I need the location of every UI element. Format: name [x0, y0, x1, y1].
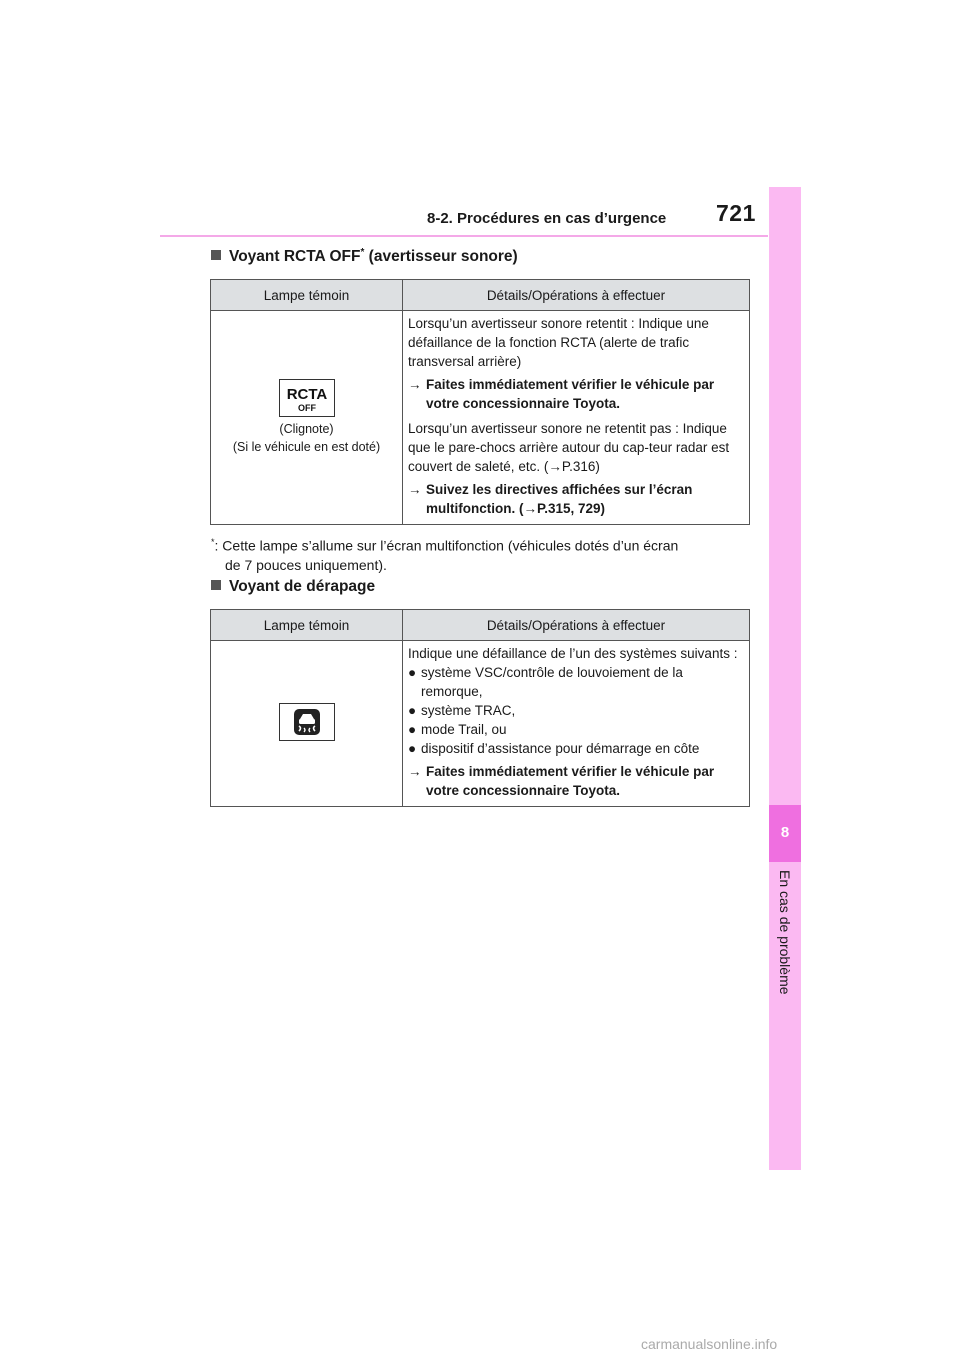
- details-paragraph: Lorsqu’un avertisseur sonore retentit : Indique une défaillance de la fonction RCTA (alerte de trafic transversal arrière): [408, 316, 709, 369]
- footnote-line2: de 7 pouces uniquement).: [225, 556, 387, 573]
- rcta-icon-text: RCTA: [286, 386, 327, 403]
- heading-square-icon: [211, 580, 221, 590]
- watermark: carmanualsonline.info: [641, 1336, 778, 1352]
- column-header-lamp: Lampe témoin: [211, 280, 403, 311]
- list-item: ● système VSC/contrôle de louvoiement de la remorque,: [408, 665, 683, 699]
- action-text: Faites immédiatement vérifier le véhicule par votre concessionnaire Toyota.: [426, 377, 715, 411]
- section-title: 8-2. Procédures en cas d’urgence: [427, 210, 667, 227]
- footnote-line1: : Cette lampe s’allume sur l’écran multifonction (véhicules dotés d’un écran: [214, 537, 679, 554]
- table-header-row: [211, 610, 750, 641]
- table-header-row: [211, 280, 750, 311]
- bullet-icon: ●: [408, 703, 417, 718]
- chapter-number-badge: [769, 805, 801, 862]
- action-line: [408, 375, 745, 413]
- lamp-cell: [211, 641, 403, 807]
- rcta-heading: [211, 247, 518, 266]
- rcta-heading-text: Voyant RCTA OFF: [229, 248, 361, 266]
- rcta-icon-subtext: OFF: [297, 403, 316, 413]
- slip-heading-text: Voyant de dérapage: [229, 578, 376, 595]
- details-paragraph: Indique une défaillance de l’un des systèmes suivants :: [408, 646, 738, 661]
- chapter-side-tab: [769, 187, 801, 1170]
- column-header-lamp: Lampe témoin: [211, 610, 403, 641]
- table-row: [211, 641, 750, 807]
- details-paragraph: Lorsqu’un avertisseur sonore ne retentit pas : Indique que le pare-chocs arrière autour du cap-teur radar est couvert de saleté, etc. (→P.316): [408, 421, 730, 474]
- page-number: 721: [716, 200, 756, 226]
- arrow-icon: →: [408, 764, 422, 779]
- slip-table: [210, 609, 750, 807]
- lamp-cell: [211, 311, 403, 525]
- footnote: [211, 533, 756, 575]
- arrow-icon: →: [408, 377, 422, 392]
- action-line: [408, 480, 745, 518]
- bullet-icon: ●: [408, 722, 417, 737]
- slip-heading: [211, 578, 375, 596]
- footnote-marker: *: [360, 247, 365, 258]
- rcta-heading-suffix: (avertisseur sonore): [364, 248, 518, 266]
- arrow-icon: →: [408, 482, 422, 497]
- details-cell: [403, 311, 750, 525]
- column-header-details: Détails/Opérations à effectuer: [403, 280, 750, 311]
- action-text: Faites immédiatement vérifier le véhicule par votre concessionnaire Toyota.: [426, 764, 715, 798]
- bullet-icon: ●: [408, 665, 417, 680]
- rcta-off-icon: [279, 379, 335, 417]
- chapter-label: En cas de problème: [777, 870, 793, 995]
- lamp-caption-blink: (Clignote): [279, 422, 334, 436]
- list-item: ● mode Trail, ou: [408, 722, 507, 737]
- chapter-number: 8: [780, 824, 790, 841]
- bullet-icon: ●: [408, 741, 417, 756]
- slip-indicator-icon: [279, 703, 335, 741]
- action-line: [408, 762, 745, 800]
- rcta-table: [210, 279, 750, 525]
- details-cell: [403, 641, 750, 807]
- footnote-marker: *: [211, 537, 215, 547]
- column-header-details: Détails/Opérations à effectuer: [403, 610, 750, 641]
- list-item: ● système TRAC,: [408, 703, 516, 718]
- table-row: [211, 311, 750, 525]
- action-text: Suivez les directives affichées sur l’écran multifonction. (→P.315, 729): [426, 482, 693, 516]
- list-item: ● dispositif d’assistance pour démarrage en côte: [408, 741, 700, 756]
- lamp-caption-equipped: (Si le véhicule en est doté): [232, 440, 381, 454]
- heading-square-icon: [211, 250, 221, 260]
